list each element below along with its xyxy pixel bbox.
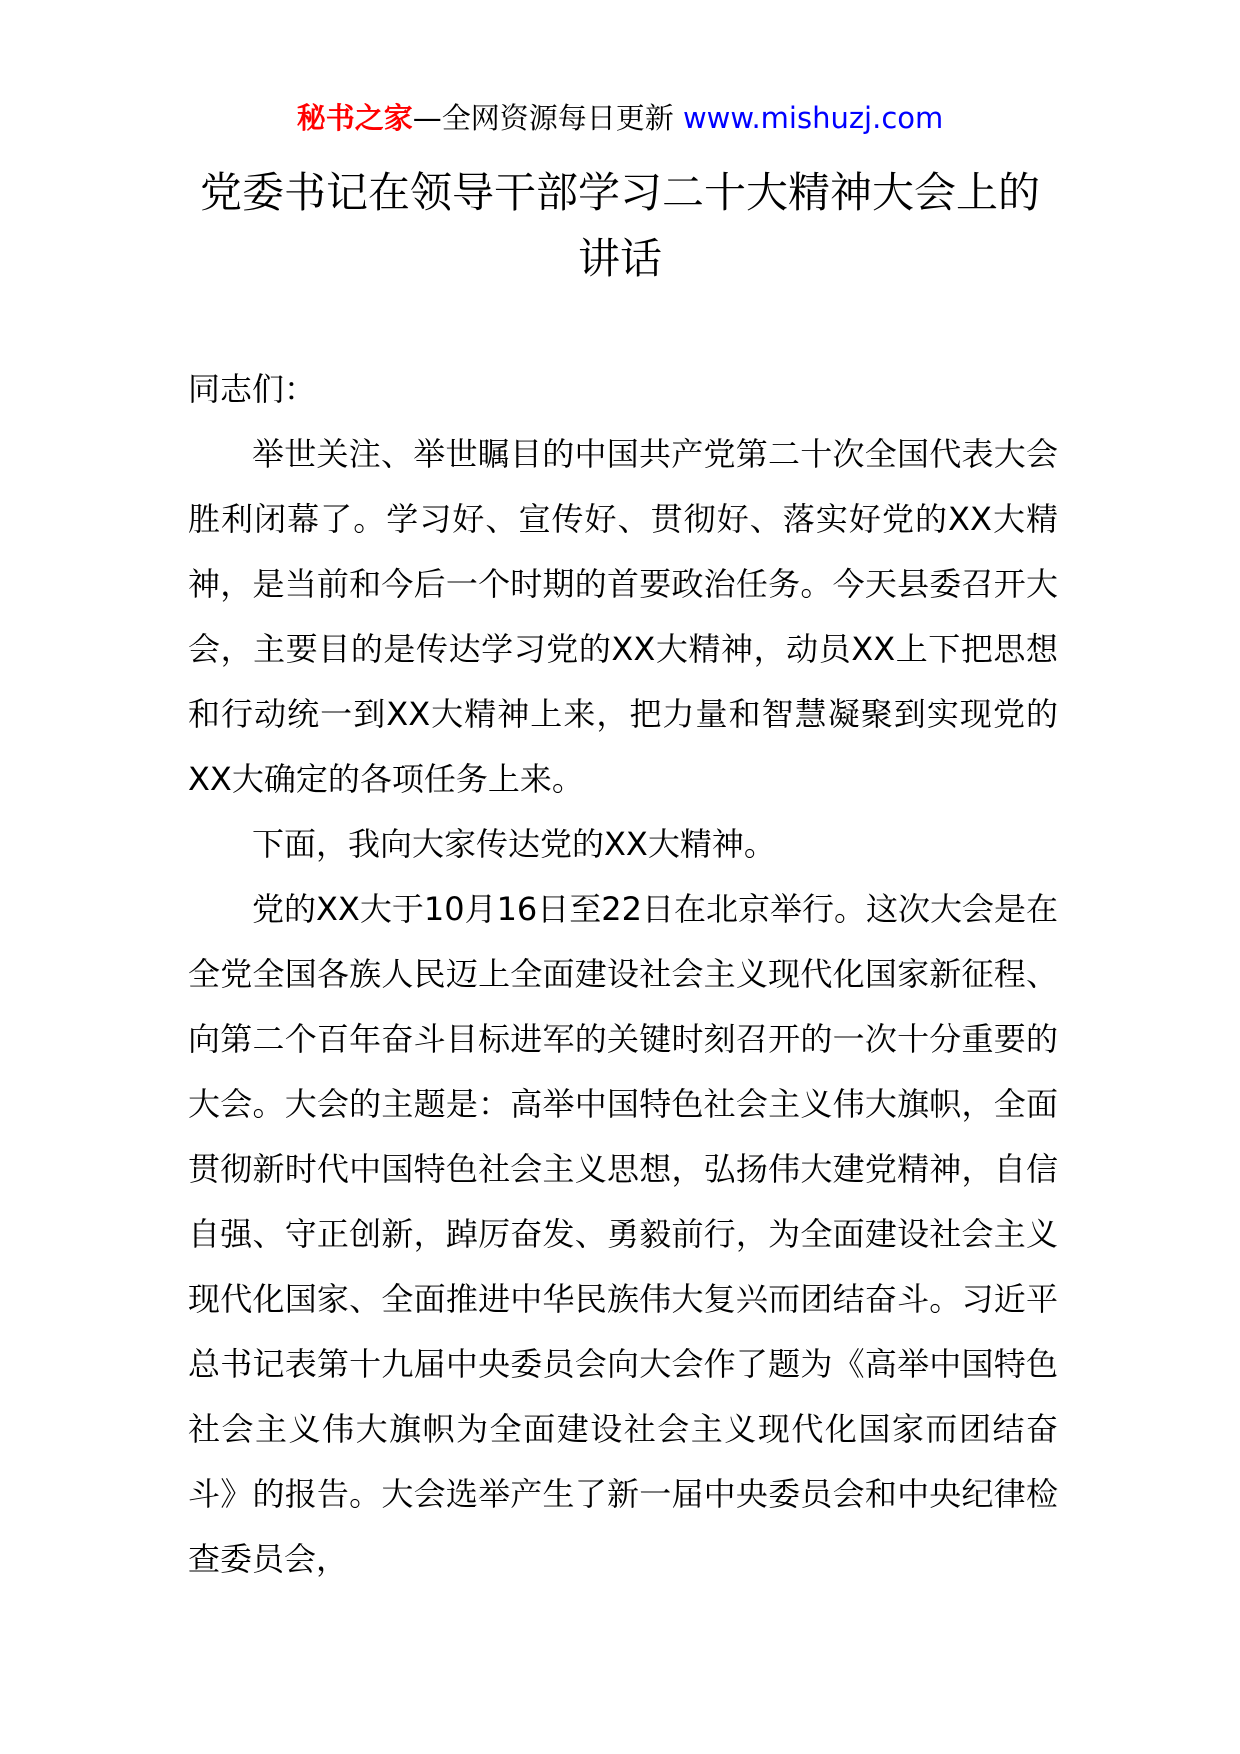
paragraph-1: 举世关注、举世瞩目的中国共产党第二十次全国代表大会胜利闭幕了。学习好、宣传好、贯彻好、落实好党的XX大精神，是当前和今后一个时期的首要政治任务。今天县委召开大会，主要目的是传达学习党的XX大精神，动员XX上下把思想和行动统一到XX大精神上来，把力量和智慧凝聚到实现党的XX大确定的各项任务上来。 <box>188 435 1058 798</box>
document-body <box>188 357 1058 1592</box>
salutation: 同志们： <box>188 370 317 408</box>
site-brand: 秘书之家 <box>296 101 413 135</box>
site-tagline: —全网资源每日更新 <box>412 101 683 135</box>
site-header <box>0 98 1240 138</box>
document-title: 党委书记在领导干部学习二十大精神大会上的讲话 <box>199 168 1040 283</box>
paragraph-3: 党的XX大于10月16日至22日在北京举行。这次大会是在全党全国各族人民迈上全面建设社会主义现代化国家新征程、向第二个百年奋斗目标进军的关键时刻召开的一次十分重要的大会。大会的主题是：高举中国特色社会主义伟大旗帜，全面贯彻新时代中国特色社会主义思想，弘扬伟大建党精神，自信自强、守正创新，踔厉奋发、勇毅前行，为全面建设社会主义现代化国家、全面推进中华民族伟大复兴而团结奋斗。习近平总书记表第十九届中央委员会向大会作了题为《高举中国特色社会主义伟大旗帜为全面建设社会主义现代化国家而团结奋斗》的报告。大会选举产生了新一届中央委员会和中央纪律检查委员会， <box>188 890 1059 1578</box>
paragraph-2: 下面，我向大家传达党的XX大精神。 <box>252 825 776 863</box>
site-url-link[interactable]: www.mishuzj.com <box>682 101 944 135</box>
